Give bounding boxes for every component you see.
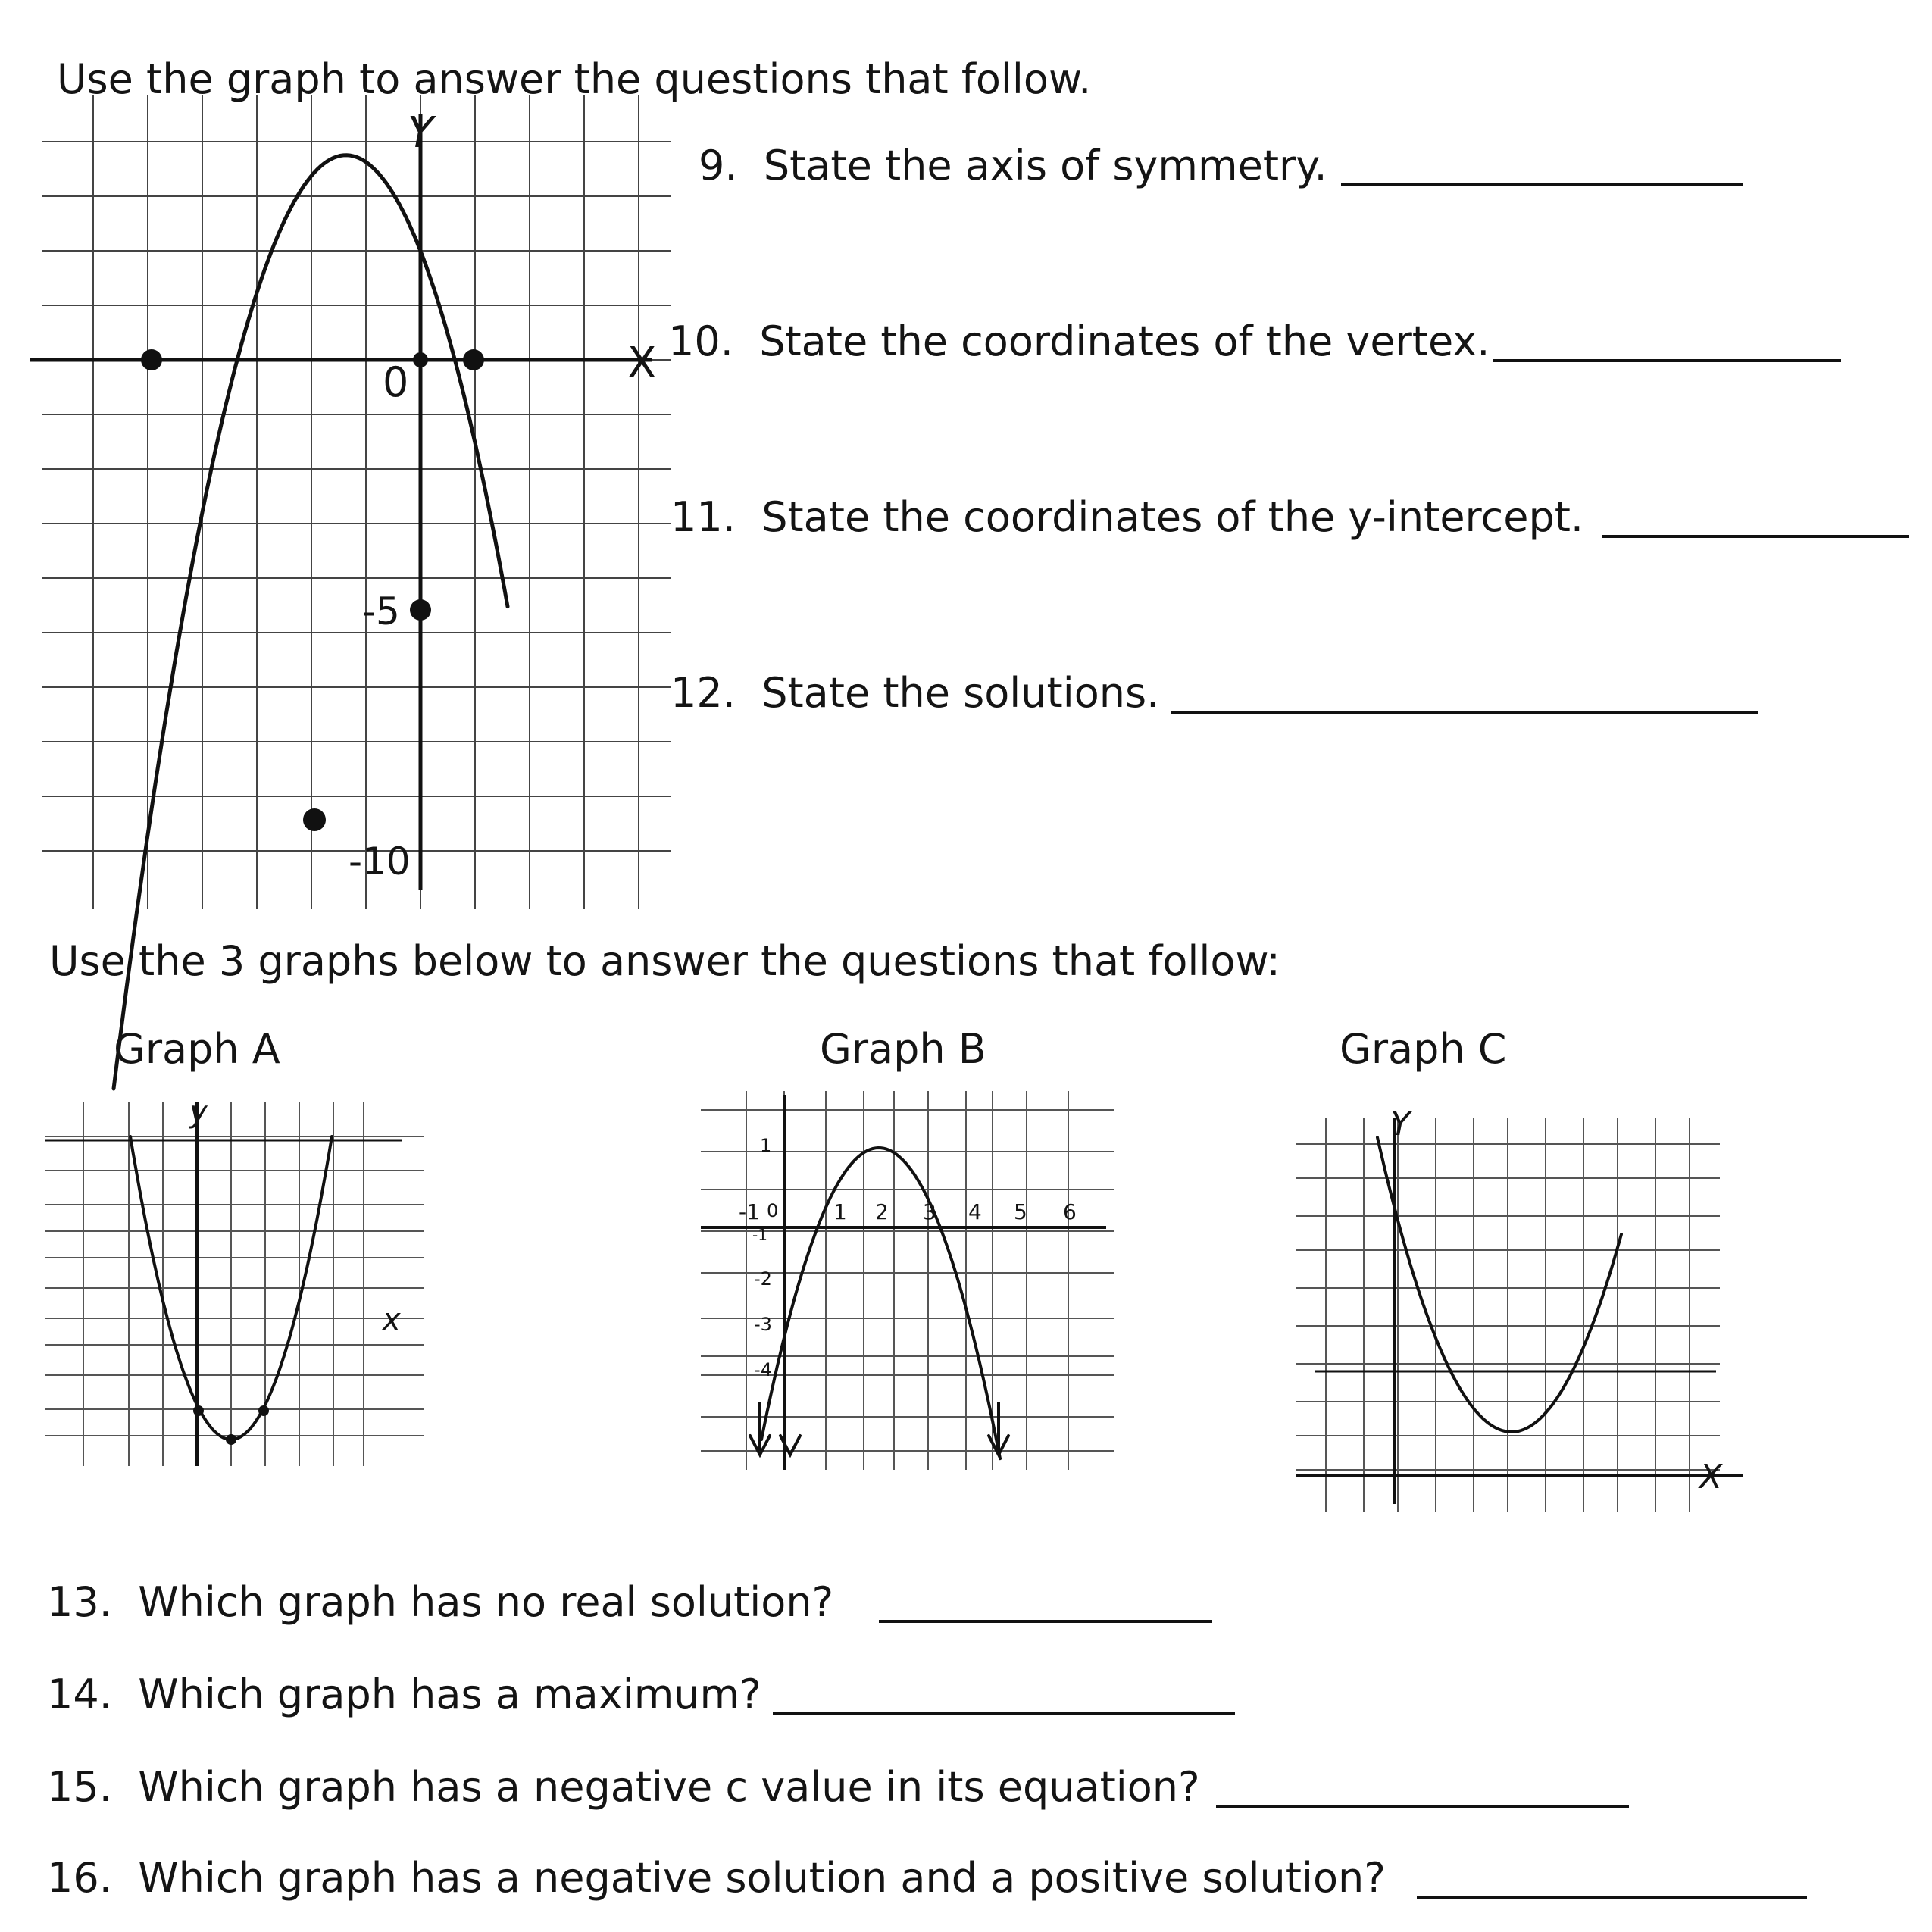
q16 — [47, 1854, 1386, 1902]
q9 — [699, 142, 1327, 189]
q12-answer-blank[interactable] — [1171, 711, 1758, 714]
q11-answer-blank[interactable] — [1602, 535, 1909, 538]
graph-c-title: Graph C — [1340, 1025, 1507, 1073]
main-origin-point — [413, 352, 428, 367]
graph-b-tick-y-neg4: -4 — [754, 1359, 772, 1380]
graph-c-parabola — [1377, 1137, 1621, 1432]
graph-b-title: Graph B — [820, 1025, 986, 1073]
graph-b-tick-y-neg2: -2 — [754, 1268, 772, 1290]
q14-text: Which graph has a maximum? — [138, 1671, 761, 1718]
q16-answer-blank[interactable] — [1417, 1896, 1807, 1899]
q16-number: 16. — [47, 1854, 112, 1902]
q13-text: Which graph has no real solution? — [138, 1578, 834, 1626]
graph-b-tick-y-neg1: -1 — [752, 1226, 767, 1244]
label-minus-five: -5 — [362, 589, 400, 633]
graph-b-tick-x-1: 1 — [833, 1199, 847, 1224]
graph-a-title: Graph A — [114, 1025, 280, 1073]
q9-number: 9. — [699, 142, 738, 189]
graph-b-tick-x-2: 2 — [875, 1199, 889, 1224]
q10-number: 10. — [668, 317, 733, 365]
q11 — [671, 493, 1584, 541]
q12 — [671, 669, 1160, 717]
q13 — [47, 1578, 834, 1626]
instruction-three-graphs: Use the 3 graphs below to answer the questions that follow: — [49, 937, 1280, 985]
graph-b-tick-x-neg1: -1 — [739, 1199, 760, 1224]
q10 — [668, 317, 1490, 365]
q11-number: 11. — [671, 493, 736, 541]
graph-b-tick-x-5: 5 — [1014, 1199, 1027, 1224]
q12-number: 12. — [671, 669, 736, 717]
q14 — [47, 1671, 761, 1718]
graph-b-tick-y-neg3: -3 — [754, 1314, 772, 1335]
instruction-top: Use the graph to answer the questions that follow. — [57, 55, 1092, 103]
q9-text: State the axis of symmetry. — [763, 142, 1327, 189]
graph-b-tick-x-0: 0 — [767, 1200, 779, 1221]
q10-answer-blank[interactable] — [1493, 359, 1841, 362]
main-vertex — [303, 808, 326, 831]
graph-b-tick-y-1: 1 — [760, 1135, 772, 1156]
label-minus-ten: -10 — [349, 839, 411, 883]
main-x-intercept-right — [463, 349, 484, 370]
q15 — [47, 1763, 1200, 1811]
q15-answer-blank[interactable] — [1216, 1805, 1629, 1808]
q10-text: State the coordinates of the vertex. — [759, 317, 1490, 365]
q14-answer-blank[interactable] — [773, 1712, 1235, 1715]
q13-answer-blank[interactable] — [879, 1620, 1212, 1623]
main-axis-y-label: Y — [408, 108, 434, 158]
q12-text: State the solutions. — [761, 669, 1160, 717]
q15-text: Which graph has a negative c value in its equation? — [138, 1763, 1200, 1811]
main-y-intercept — [410, 599, 431, 621]
graph-b-tick-x-4: 4 — [968, 1199, 982, 1224]
graph-b-tick-x-6: 6 — [1063, 1199, 1077, 1224]
main-x-intercept-left — [141, 349, 162, 370]
graph-b-parabola — [761, 1148, 1000, 1458]
graph-c-axis-y-label: Y — [1390, 1105, 1411, 1143]
graph-a-axis-y-label: y — [189, 1095, 208, 1130]
q9-answer-blank[interactable] — [1341, 183, 1743, 186]
q11-text: State the coordinates of the y-intercept. — [761, 493, 1584, 541]
graph-c-axis-x-label: X — [1699, 1458, 1723, 1496]
label-zero: 0 — [383, 358, 409, 406]
q15-number: 15. — [47, 1763, 112, 1811]
graph-a-point-left — [193, 1405, 204, 1416]
q14-number: 14. — [47, 1671, 112, 1718]
main-axis-x-label: X — [627, 339, 657, 388]
q13-number: 13. — [47, 1578, 112, 1626]
graph-b-tick-x-3: 3 — [923, 1199, 936, 1224]
q16-text: Which graph has a negative solution and a positive solution? — [138, 1854, 1386, 1902]
graph-a-axis-x-label: x — [383, 1302, 401, 1337]
graph-a-point-right — [258, 1405, 269, 1416]
graph-a-vertex — [226, 1434, 236, 1445]
